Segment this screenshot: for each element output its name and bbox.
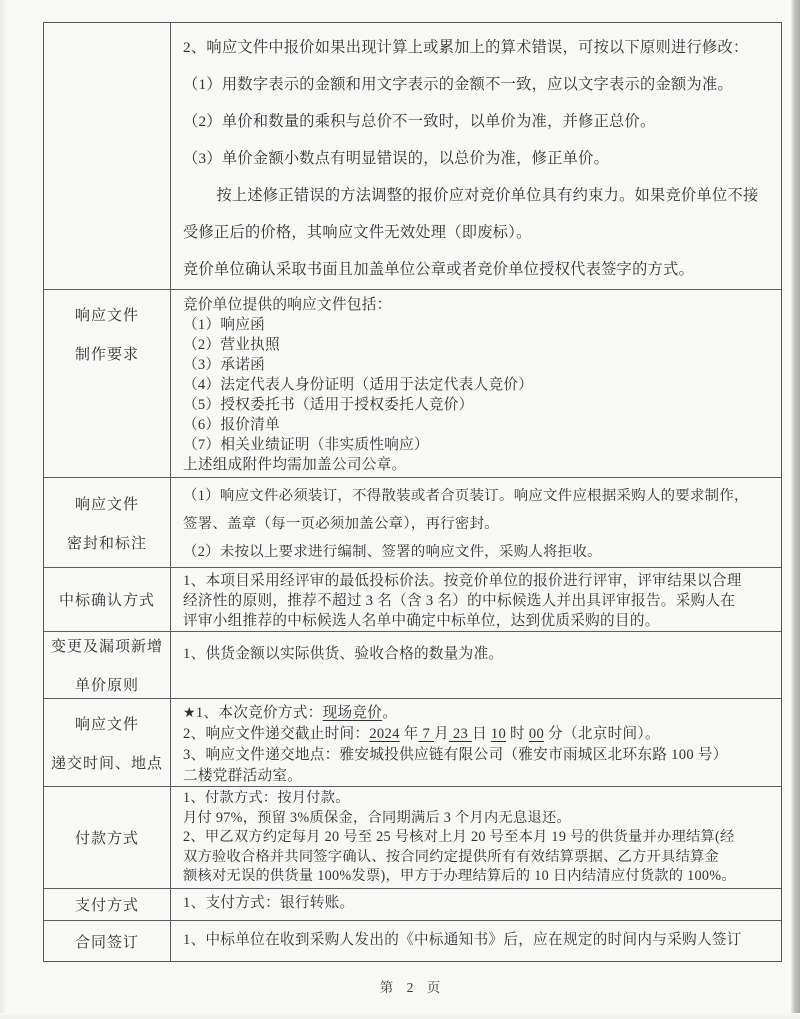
text-line: 额核对无误的供货量 100%发票)，甲方于办理结算后的 10 日内结清应付货款的 100%。 xyxy=(183,868,736,884)
text-line: 竞价单位提供的响应文件包括： xyxy=(183,297,392,313)
text-segment: 。 xyxy=(382,705,398,721)
text-line: 上述组成附件均需加盖公司公章。 xyxy=(183,457,407,473)
text-line: （1）响应函 xyxy=(183,317,266,333)
row-content-cell xyxy=(171,478,781,567)
row-label-cell xyxy=(44,568,171,631)
text-line: （5）授权委托书（适用于授权委托人竞价） xyxy=(183,397,474,413)
row-label-line: 响应文件 xyxy=(74,308,139,324)
row-label-cell xyxy=(44,632,171,698)
text-line xyxy=(183,766,775,787)
underlined-value: 现场竞价 xyxy=(322,705,383,721)
underlined-value: 23 xyxy=(448,726,473,742)
table-row-sealing-marking xyxy=(44,477,781,567)
table-row-submission-time-place xyxy=(44,698,781,786)
text-line: 受修正后的价格，其响应文件无效处理（即废标）。 xyxy=(183,224,532,241)
row-label-line: 支付方式 xyxy=(74,898,139,914)
text-line: （3）承诺函 xyxy=(183,357,266,373)
row-label-line: 中标确认方式 xyxy=(58,593,155,609)
row-label-line: 变更及漏项新增 xyxy=(50,639,163,655)
row-content-cell xyxy=(171,568,781,631)
text-line: 经济性的原则，推荐不超过 3 名（含 3 名）的中标候选人并出具评审报告。采购人在 xyxy=(183,593,736,609)
row-label-cell xyxy=(44,699,171,786)
text-line: （4）法定代表人身份证明（适用于法定代表人竞价） xyxy=(183,377,534,393)
underlined-value: 7 xyxy=(418,726,435,742)
text-line: 竞价单位确认采取书面且加盖单位公章或者竞价单位授权代表签字的方式。 xyxy=(183,261,695,278)
text-line: 1、中标单位在收到采购人发出的《中标通知书》后，应在规定的时间内与采购人签订 xyxy=(183,932,742,948)
row-label-cell xyxy=(44,889,171,920)
text-line: 双方验收合格并共同签字确认、按合同约定提供所有有效结算票据、乙方开具结算金 xyxy=(183,848,720,865)
text-line: （1）用数字表示的金额和用文字表示的金额不一致，应以文字表示的金额为准。 xyxy=(183,76,733,93)
underlined-value: 00 xyxy=(528,726,545,742)
text-line: （2）未按以上要求进行编制、签署的响应文件，采购人将拒收。 xyxy=(183,544,602,560)
text-segment: 3、响应文件递交地点：雅安城投供应链有限公司（雅安市雨城区北环东路 100 号） xyxy=(183,747,728,763)
row-content-cell xyxy=(171,921,781,961)
text-line: 1、付款方式：按月付款。 xyxy=(183,790,350,806)
row-content-cell xyxy=(171,699,781,786)
text-line xyxy=(183,703,775,724)
text-line: （3）单价金额小数点有明显错误的，以总价为准，修正单价。 xyxy=(183,150,610,167)
row-content-cell xyxy=(171,787,781,888)
text-line: （2）营业执照 xyxy=(183,337,280,353)
text-line: 评审小组推荐的中标候选人名单中确定中标单位，达到优质采购的目的。 xyxy=(183,613,660,629)
underlined-value: 10 xyxy=(490,726,507,742)
text-line xyxy=(183,724,775,745)
underlined-value: 2024 xyxy=(369,726,400,742)
text-line: 2、甲乙双方约定每月 20 号至 25 号核对上月 20 号至本月 19 号的供货量并办理结算(经 xyxy=(183,829,735,845)
text-line: （2）单价和数量的乘积与总价不一致时，以单价为准，并修正总价。 xyxy=(183,113,656,130)
table-row-change-omission-principle xyxy=(44,631,781,698)
row-content-cell xyxy=(171,23,781,289)
scan-edge-right xyxy=(791,0,800,1019)
row-label-cell xyxy=(44,290,171,477)
text-line: 1、本项目采用经评审的最低投标价法。按竞价单位的报价进行评审，评审结果以合理 xyxy=(183,573,742,589)
table-row-payment-terms xyxy=(44,786,781,888)
text-segment: 时 xyxy=(506,726,529,742)
scan-edge-bottom xyxy=(0,1013,800,1019)
text-line: （6）报价清单 xyxy=(183,417,280,433)
row-label-cell xyxy=(44,23,171,289)
text-line: 签署、盖章（每一页必须加盖公章），再行密封。 xyxy=(183,516,499,532)
row-label-line: 递交时间、地点 xyxy=(50,755,163,772)
row-content-cell xyxy=(171,889,781,920)
text-line: （7）相关业绩证明（非实质性响应） xyxy=(183,437,429,453)
text-line: 按上述修正错误的方法调整的报价应对竞价单位具有约束力。如果竞价单位不接 xyxy=(216,187,759,204)
row-label-line: 单价原则 xyxy=(74,678,139,694)
text-line: 2、响应文件中报价如果出现计算上或累加上的算术错误，可按以下原则进行修改： xyxy=(183,39,749,56)
row-label-line: 合同签订 xyxy=(74,934,139,951)
table-row-contract-signing xyxy=(44,920,781,961)
row-label-cell xyxy=(44,478,171,567)
bidding-terms-table xyxy=(43,22,782,962)
text-line xyxy=(183,745,775,766)
row-label-line: 响应文件 xyxy=(74,496,139,513)
text-segment: 二楼党群活动室。 xyxy=(183,768,303,784)
table-row-price-correction xyxy=(44,23,781,289)
row-label-cell xyxy=(44,787,171,888)
table-row-payment-method xyxy=(44,888,781,920)
row-label-line: 响应文件 xyxy=(74,716,139,733)
table-row-document-requirements xyxy=(44,289,781,477)
text-line: 1、支付方式：银行转账。 xyxy=(183,895,355,911)
text-segment: 1、本次竞价方式： xyxy=(195,705,323,721)
scan-edge-left xyxy=(0,0,7,1019)
text-line: 月付 97%，预留 3%质保金，合同期满后 3 个月内无息退还。 xyxy=(183,809,571,826)
row-label-cell xyxy=(44,921,171,961)
star-icon: ★ xyxy=(183,706,196,721)
page-number-footer: 第 2 页 xyxy=(379,980,446,995)
row-label-line: 密封和标注 xyxy=(66,535,147,552)
row-label-line: 付款方式 xyxy=(74,831,139,847)
text-segment: 月 xyxy=(434,726,449,742)
row-content-cell xyxy=(171,632,781,698)
text-segment: 分（北京时间）。 xyxy=(544,726,660,742)
table-row-award-confirmation xyxy=(44,567,781,631)
row-label-line: 制作要求 xyxy=(74,347,139,363)
text-line: 1、供货金额以实际供货、验收合格的数量为准。 xyxy=(183,646,504,662)
row-content-cell xyxy=(171,290,781,477)
text-line: （1）响应文件必须装订，不得散装或者合页装订。响应文件应根据采购人的要求制作， xyxy=(183,488,749,504)
text-segment: 年 xyxy=(399,726,419,742)
text-segment: 2、响应文件递交截止时间： xyxy=(183,726,370,742)
text-segment: 日 xyxy=(472,726,491,742)
